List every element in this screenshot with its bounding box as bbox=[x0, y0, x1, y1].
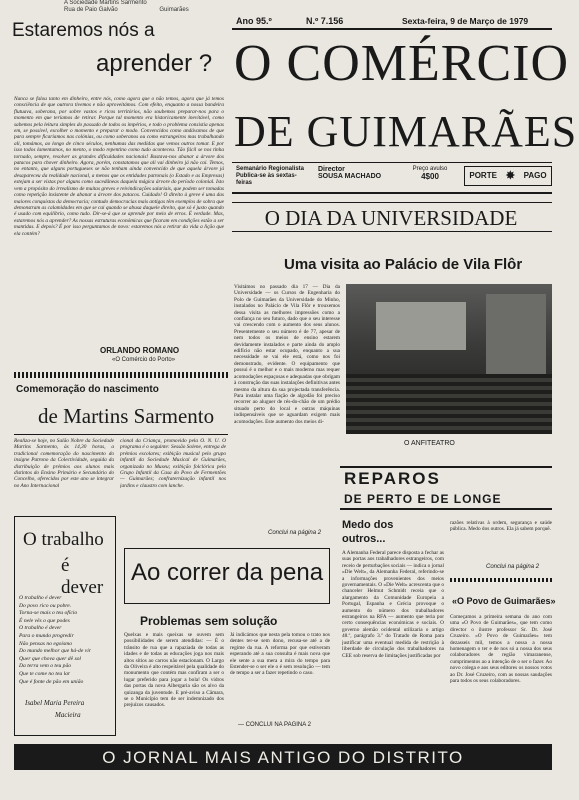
poem-title-line-1: O trabalho bbox=[23, 529, 104, 550]
editorial-title-line-1: Estaremos nós a bbox=[12, 20, 155, 41]
sarmento-title: de Martins Sarmento bbox=[38, 404, 215, 428]
correr-subtitle: Problemas sem solução bbox=[140, 614, 278, 628]
subscriber-address bbox=[64, 0, 234, 13]
sarmento-rule bbox=[14, 434, 228, 435]
photo-wall bbox=[486, 294, 546, 374]
footer-banner-text: O JORNAL MAIS ANTIGO DO DISTRITO bbox=[102, 748, 464, 767]
masthead-bottom-rule bbox=[232, 162, 552, 163]
poem-line: Para o mundo progredir bbox=[19, 632, 74, 639]
address-line-3: Guimarães bbox=[159, 6, 189, 13]
editorial-author: ORLANDO ROMANO bbox=[100, 346, 180, 355]
correr-conclusion: — CONCLUI NA PAGINA 2 bbox=[238, 722, 311, 728]
poem-author-line-1: Isabel Maria Pereira bbox=[25, 699, 85, 707]
medo-title: Medo dos outros... bbox=[342, 519, 394, 545]
poem-line: Que é fonte de pão em união bbox=[19, 678, 84, 685]
address-line-1: A Sociedade Martins Sarmento bbox=[64, 0, 147, 6]
porte-label: PORTE bbox=[469, 171, 497, 180]
photo-window bbox=[376, 302, 466, 350]
sarmento-col-2: cional da Criança, promovido pela O. N. U. O programa é o seguinte: Sessão Solene, entrega de prémios escolares; exibição musical pelo grupo infantil da Sociedade Musical de Guimarães, organizada no Museu; exibição folclórica pelo Grupo Infantil da Casa do Povo de Fermentões — Guimarães; confraternização infantil nos jardins e claustro com lanche. bbox=[120, 438, 226, 489]
amphitheatre-photo bbox=[346, 284, 552, 434]
medo-conclusion: Conclui na página 2 bbox=[486, 564, 540, 570]
poem-author-line-2: Macieira bbox=[55, 711, 81, 719]
masthead-base-rule bbox=[232, 192, 552, 194]
newspaper-title-line-1: O COMÉRCIO bbox=[234, 35, 570, 92]
poem-line: Da terra vem o teu pão bbox=[19, 663, 72, 670]
reparos-header-box bbox=[340, 466, 552, 510]
correr-title-box bbox=[124, 548, 330, 604]
medo-col-1: A Alemanha Federal parece disposta a fechar as suas portas aos trabalhadores estrangeiros, com receio de perturbações sociais — indica o jornal «Die Welt», da Alemanha Federal, referindo-se a informações provenientes dos meios governamentais. O «Die Welt» acrescenta que o chanceler Helmut Schmidt receia que o alargamento da Comunidade Europeia a Portugal, Espanha e Grécia provoque o aumento do número dos trabalhadores estrangeiros na RFA — aumento que teria por certo consequências económicas e sociais. O governo alemão ocidental utilizaria o artigo 48.º, parágrafo 3.º do Tratado de Roma para justificar uma eventual medida de restrição à liberdade de circulação dos trabalhadores na CEE sob reserva de limitações justificadas por bbox=[342, 550, 444, 659]
masthead-info-left bbox=[236, 166, 310, 187]
director-name: SOUSA MACHADO bbox=[318, 173, 382, 180]
university-text: Visitámos no passado dia 17 — Dia da Universidade — os Cursos de Engenharia do Polo de Guimarães da Universidade do Minho, instalados no Palácio de Vila Flôr e trouxemos dessa visita as melhores impressões como a confiança no seu futuro, dado que o seu interesse vai crescendo com o aumento dos seus alunos. Presentemente o seu número é de 77, apesar de nem todos os meios de ensino estarem devidamente instalados e parte ainda do amplo edifício não estar ocupado, enquanto a sua necessidade se vai ele está, como nos foi demonstrado, evidente. O equipamento que possui é o melhor e o mais moderno mas requer acomodações espaçosas e adequadas que obrigam à construção das suas instalações definitivas antes mesmo da altura da sua projectada transferência. Para instalar uma fiação de algodão foi preciso recorrer ao aluguer de rés-do-chão de um prédio situado perto do local e outras máquinas indispensáveis que se aguardam exigem mais acomodações. Este aumento dos meios di- bbox=[234, 284, 340, 425]
poem-line: Quer que chova quer dê sol bbox=[19, 655, 81, 662]
photo-caption: O ANFITEATRO bbox=[404, 440, 455, 447]
correr-title: Ao correr da pena bbox=[130, 559, 324, 586]
issue-number: N.º 7.156 bbox=[306, 16, 344, 26]
university-title-box bbox=[232, 202, 552, 232]
director-label: Director bbox=[318, 166, 345, 173]
photo-seats bbox=[346, 374, 552, 434]
poem-line: Do mundo melhor que há-de vir bbox=[19, 648, 91, 655]
editorial-source: «O Comércio do Porto» bbox=[112, 357, 176, 363]
issue-year: Ano 95.º bbox=[236, 16, 272, 26]
postal-stamp-icon: ✸ bbox=[505, 170, 515, 182]
university-conclusion: Conclui na página 2 bbox=[268, 530, 322, 536]
address-line-2: Rua de Paio Galvão bbox=[64, 6, 118, 13]
correr-col-2: Já indicámos que nesta pela tomou o trato nos dentes ter-se sem dono, recusa-se até a de regime da rua. A reforma por que estiveram esperando até a sua consulta é mais nova que ele sente a sua mera a mira do tempo para Estender-se o ser ele o é sem resolução — tem de tempo a ser a fazer repetindo o caso. bbox=[230, 632, 330, 677]
poem-box bbox=[14, 516, 116, 736]
porte-pago-box bbox=[464, 166, 552, 186]
poem-title-line-2: é dever bbox=[61, 555, 104, 598]
weekly-label: Semanário Regionalista bbox=[236, 166, 305, 172]
price-label: Preço avulso bbox=[412, 166, 448, 172]
poem-line: O trabalho é dever bbox=[19, 625, 62, 632]
section-divider-1 bbox=[14, 372, 228, 378]
poem-line: Do povo rico ou pobre. bbox=[19, 602, 72, 609]
editorial-title-line-2: aprender ? bbox=[96, 50, 213, 77]
sarmento-col-1: Realiza-se hoje, no Salão Nobre da Sociedade Martins Sarmento, às 14,30 horas, a tradicional comemoração do nascimento do insigne Patrono da Colectividade, seguida da distribuição de prémios aos alunos mais distintos do Ensino Primário e Secundário do Concelho, oferecidos por este ano se integrar no Ano Internacional bbox=[14, 438, 114, 489]
correr-col-1: Quelxas e mais queixas se ouvem sem possibilidades de serem atendidas: — É o trânsito de rua que a rapaziada de todas as idades e de todas as educações joga nos mais altos sítios ao carros não estacionam. O Largo da Oliveira é alto respeitável pela qualidade do monumento que contém mas confiram a ser o lugar preferido para jogar a bola! Os vidros das portas da nova Albergaria são os alvo da quizanga da juventude. E pré-aviso a Câmara, se o Município tem de ser indemnizado dos prejuízos causados. bbox=[124, 632, 224, 709]
masthead-top-rule bbox=[232, 28, 552, 30]
poem-line: Não pensas no egoísmo bbox=[19, 640, 72, 647]
director-block bbox=[318, 166, 394, 180]
price-block bbox=[402, 166, 458, 180]
pago-label: PAGO bbox=[523, 171, 547, 180]
issue-date: Sexta-feira, 9 de Março de 1979 bbox=[402, 16, 529, 26]
poem-line: O trabalho é dever bbox=[19, 595, 62, 601]
reparos-subtitle: DE PERTO E DE LONGE bbox=[344, 492, 502, 506]
sarmento-kicker: Comemoração do nascimento bbox=[16, 384, 159, 395]
poem-line: Que te come no teu lar bbox=[19, 670, 71, 677]
university-subtitle: Uma visita ao Palácio de Vila Flôr bbox=[284, 256, 523, 273]
publication-day: Publica-se às sextas-feiras bbox=[236, 173, 297, 186]
poem-line: É nele vês o que podes bbox=[19, 617, 70, 624]
povo-text: Começamos a primeira semana do ano com uma «O Povo de Guimarães», que tem como director o ilustre professor Sr. Dr. José Cruzeiro. «O Povo de Guimarães» tem dezasseis mil, temos a nossa a nossa homenagem o ter e de nos só a nossa dos seus colaboradores de região vimaranense, cumprimentos ao a intenção de o ser o fazer. Ao novo colega e aos seus editores os nossos votos ao Dr. José Cruzeiro, com as nossas saudações para todos os seus colaboradores. bbox=[450, 614, 552, 685]
price-value: 4$00 bbox=[421, 172, 439, 181]
medo-col-2a: razões relativas à ordem, segurança e saúde pública. Medo dos outros. Ela já sabem porquê. bbox=[450, 520, 552, 533]
reparos-title: REPAROS bbox=[344, 469, 441, 488]
povo-title: «O Povo de Guimarães» bbox=[452, 596, 556, 606]
section-divider-2 bbox=[450, 578, 552, 582]
editorial-text: Nunca se falou tanto em dinheiro, entre nós, como agora que o não temos, agora que já temos consciência de que outrora tivemos e não aproveitámos. Com efeito, enquanto a nossa bandeira flutuava, soberana, por sobre vastos e ricos territórios, não soubemos preparar-nos para o momento em que teríamos de retirar. Porque tal momento era historicamente inevitável, como sabemos pela leitura simples do passado de todos os impérios, e todo o problema consistia apenas em, se possível, escolher o momento e preparar o modo. Convencidos como andávamos de que para sempre ficaríamos nas colónias, ou como soberanos ou como estrangeiros mas trabalhando ali, tomámos, ao longo de cinco séculos, nenhumas das medidas que vemos outros tomar. E por isso todos lamentamos, no mento, o modo repentino como tudo aconteceu. Tão fácil se nos tinha tornado, sempre, resolver as grandes dificuldades nacionais! Bastava-nos abanar a árvore dos patacos para chover dinheiro. Agora, porém, constatamos que ali vai dinheiro já não cai. Temos, no entanto, que alguns portugueses se não tenham ainda convencido de que aquela árvore já desapareceu da realidade nacional, a menos que os entidades patronais (o Estado e as Empresas) estejam a ser vistas por alguns como sucedâneas daquela mágica árvore do período colonial. Isto vem a propósito do irrealismo de muitas greves e reivindicações salariais, que podem ser tomadas como repetição insistente de abanar a árvore dos patacos. Cuidado! O direito à greve é uma das maiores conquistas da democracia; contudo democracias mais antigas têm exemplos de sobra que demonstram as calamidades em que se cai quando se abusa daquele direito, que só é justo quando é usado com equilíbrio, como tudo. Dir-se-á que se aprende por meio de erros. É verdade. Mas, estaremos nós a aprender? As nossas estruturas económicas que ficaram em condições estão a ser mantidas. E depois? É por isso perguntamos de novo: estaremos nós a retirar da vida a lição que ela contém? bbox=[14, 96, 224, 237]
university-title: O DIA DA UNIVERSIDADE bbox=[264, 206, 518, 230]
footer-banner bbox=[14, 744, 552, 770]
newspaper-title-line-2: DE GUIMARÃES bbox=[234, 107, 578, 156]
poem-line: Torna-se mais o teu ofício bbox=[19, 610, 78, 617]
poem-lines bbox=[19, 595, 113, 686]
